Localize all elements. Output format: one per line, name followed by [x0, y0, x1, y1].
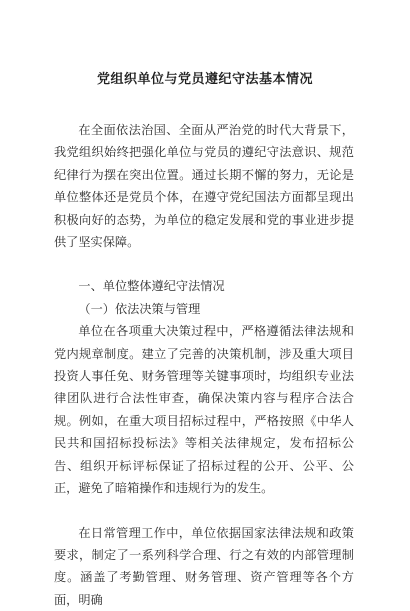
body-paragraph: 单位在各项重大决策过程中，严格遵循法律法规和党内规章制度。建立了完善的决策机制，涉及重大项目投资人事任免、财务管理等关键事项时，均组织专业法律团队进行合法性审查，确保决策内容与程序合法合规。例如，在重大项目招标过程中，严格按照《中华人民共和国招标投标法》等相关法律规定，发布招标公告、组织开标评标保证了招标过程的公开、公平、公正，避免了暗箱操作和违规行为的发生。	[54, 320, 354, 499]
document-title: 党组织单位与党员遵纪守法基本情况	[0, 68, 410, 87]
subsection-heading: （一）依法决策与管理	[54, 298, 354, 320]
intro-paragraph: 在全面依法治国、全面从严治党的时代大背景下，我党组织始终把强化单位与党员的遵纪守法意识、规范纪律行为摆在突出位置。通过长期不懈的努力，无论是单位整体还是党员个体，在遵守党纪国法方面都呈现出积极向好的态势，为单位的稳定发展和党的事业进步提供了坚实保障。	[54, 119, 354, 253]
body-paragraph: 在日常管理工作中，单位依据国家法律法规和政策要求，制定了一系列科学合理、行之有效的内部管理制度。涵盖了考勤管理、财务管理、资产管理等各个方面，明确	[54, 522, 354, 611]
section-heading: 一、单位整体遵纪守法情况	[54, 275, 354, 297]
document-body	[54, 119, 354, 611]
